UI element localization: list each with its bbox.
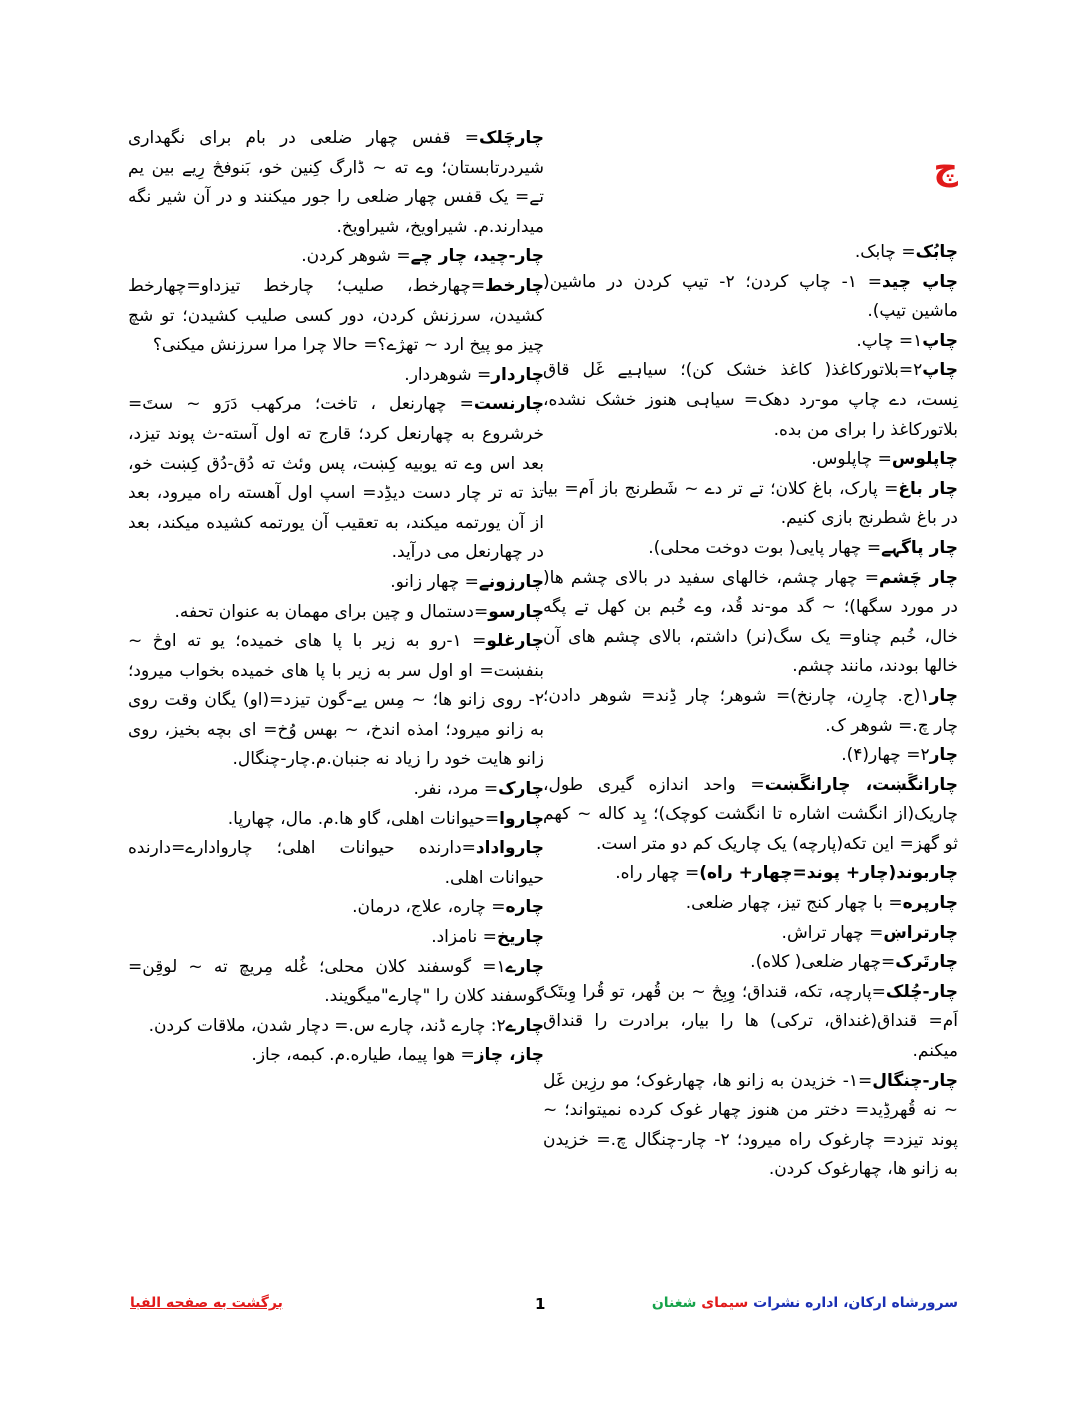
entry-definition: = مرد، نفر. [413,779,499,800]
entry-headword: چارسو [488,601,544,622]
entry-headword: چاز، چاز [474,1045,544,1066]
entry-definition: ۱= چاپ. [856,330,923,351]
dictionary-entry [543,1067,958,1185]
publisher-label: اداره نشرات [753,1295,839,1311]
dictionary-entry [128,272,544,361]
dictionary-entry [128,923,544,953]
entry-headword: چاپلوس [891,449,958,470]
entry-headword: چارچَلک [478,128,544,148]
entry-headword: چاروا [499,808,544,829]
entry-headword: چارخط [485,275,544,296]
dictionary-entry [543,682,958,741]
entry-headword: چار-چُلک [885,981,958,1002]
entry-headword: چار باغ [898,478,958,499]
entry-headword: چارے [505,1015,544,1036]
letter-heading: چ [933,148,958,188]
entry-headword: چابُک [915,242,958,262]
left-column [128,124,544,1071]
entry-headword: چاپ [922,330,958,351]
entry-headword: چارانگَښت، چارانگَښت [764,774,958,795]
entry-definition: ۲=بلاتورکاغذ( کاغذ خشک کن)؛ سیاہیے غَل قاق نِست، دے چاپ مو-رد دهک= سیاہی هنوز خشک نشده، بلاتورکاغذ را برای من بده. [543,360,958,440]
entry-headword: چاپ [922,360,958,381]
entry-headword: چار [929,745,958,766]
dictionary-entry [128,361,544,391]
entry-headword: چارپره [902,893,958,914]
entry-definition: = چهار پایی( بوت دوخت محلی). [648,537,882,558]
entry-headword: چارواداد [475,838,544,859]
entry-definition: = چاپلوس. [811,449,892,470]
dictionary-entry [543,238,958,268]
entry-definition: = چهارنعل ، تاخت؛ مرکهب دَرَو ~ ستَ= خرشروع به چهارنعل کرد؛ قارج ته اول آسته-ث پوند تیزد، بعد اس وے ته یوبیه کِښت، پس وئث ته دُق-دُق کِښت خو، تذ ته تر چار دست دیڈِد= اسپ اول آهسته راه میرود، بعد از آن یورتمه میکند، به تعقیب آن یورتمه کشیده میکند، بعد در چهارنعل می درآید. [128,394,544,563]
entry-definition: =۱- خزیدن به زانو ها، چهارغوک؛ مو رزِین غَل ~ نه قُهرڈِید= دختر من هنوز چهار غوک کرده نمیتواند؛ ~ پوند تیزد= چارغوک راه میرود؛ ۲- چار-چنگال چ.= خزیدن به زانو ها، چهارغوک کردن. [543,1070,958,1180]
entry-headword: چار چَشم [879,567,958,588]
dictionary-entry [543,859,958,889]
entry-headword: چارزونے [478,571,544,592]
dictionary-entry [128,953,544,1012]
entry-definition: =دارنده حیوانات اهلی؛ چاروادارے=دارنده حیوانات اهلی. [128,838,544,888]
dictionary-entry [128,834,544,893]
entry-definition: = قفس چهار ضلعی در بام برای نگهداری شیردرتابستان؛ وے ته ~ ڈارگ کِنین خو، بَنوفڅ رِیے بین یم تے= یک قفس چهار ضلعی را جور میکنند و در آن شیر نگه میدارند.م. شیراویخ، شیراویخ. [128,128,544,237]
entry-headword: چاریخ [496,927,544,948]
entry-headword: چارتراښ [883,922,958,943]
entry-definition: =چهار ضلعی( کلاه). [750,952,896,973]
entry-definition: =دستمال و چین برای مهمان به عنوان تحفه. [174,601,489,622]
publisher-name-1: سیمای [701,1295,749,1311]
dictionary-entry [128,124,544,242]
dictionary-entry [128,242,544,272]
dictionary-entry [128,627,544,775]
entry-definition: = چهار زانو. [390,571,479,592]
entry-definition: = با چهار کنج تیز، چهار ضلعی. [685,893,903,914]
back-to-alphabet-link[interactable]: برگشت به صفحه الفبا [130,1295,283,1311]
entry-definition: ۲: چارے ڈند، چارے س.= دچار شدن، ملاقات کردن. [148,1015,506,1036]
dictionary-entry [543,268,958,327]
dictionary-entry [543,356,958,445]
dictionary-entry [543,771,958,860]
right-column [543,238,958,1185]
dictionary-entry [543,534,958,564]
dictionary-entry [128,805,544,835]
entry-definition: = ۱- چاپ کردن؛ ۲- تیپ کردن در ماشین( ماشین تیپ). [543,271,958,322]
entry-definition: = شوهردار. [404,364,492,385]
entry-definition: = پارک، باغ کلان؛ تے تر دے ~ شَطرنج باز اَم= بیا در باغ شطرنج بازی کنیم. [543,478,958,529]
entry-definition: ۱= گوسفند کلان محلی؛ غُله مِریچ ته ~ لوقِن= گوسفند کلان را "چارے"میگویند. [128,956,544,1007]
entry-definition: = چاره، علاج، درمان. [352,897,506,918]
footer-credits [652,1295,958,1311]
entry-definition: = چابک. [854,242,916,262]
dictionary-entry [543,919,958,949]
dictionary-entry [128,598,544,628]
publisher-name-2: شغنان [651,1295,697,1311]
entry-definition: = چهار چشم، خالهای سفید در بالای چشم ها( در مورد سگها)؛ ~ گد مو-ند قُد، وے خُبم بن کهل تے پگه خال، خُبم چناو= یک سگ(نر) داشتم، بالای چشم های آن خالها بودند، مانند چشم. [543,567,958,677]
entry-headword: چار پاگہے [881,537,958,558]
entry-definition: ۲= چهار(۴). [841,745,930,766]
entry-headword: چارغلو [486,631,544,652]
entry-definition: = واحد اندازه گیری طول، چاریک(از انگشت اشاره تا انگشت کوچک)؛ یِد کاله ~ کهم ثو گهز= این تکه(پارچه) یک چاریک کم دو متر است. [543,774,958,854]
dictionary-entry [543,564,958,682]
entry-headword: چارک [498,779,544,800]
entry-definition: = نامزاد. [431,927,497,948]
dictionary-entry [543,978,958,1067]
dictionary-entry [543,948,958,978]
author-name: سرورشاه ارکان، [843,1295,958,1311]
entry-headword: چار-چنگال [872,1070,958,1091]
entry-definition: =پارچه، تکه، قنداق؛ وِبِڅ ~ بن قُهر، تو قُرا وِبتَک اَم= قنداق(غنداق، ترکی) ها را بیار، برادرت را قنداق میکنم. [543,981,958,1062]
entry-headword: چاردار [491,364,544,385]
dictionary-entry [128,893,544,923]
entry-definition: ۱(ج. چارِن، چارنخ)= شوهر؛ چار ڈِند= شوهر دادن؛ چار چ.= شوهر ک. [543,685,958,736]
entry-definition: =چهارخط، صلیب؛ چارخط تیزداو=چهارخط کشیدن، سرزنش کردن، دور کسی صلیب کشیدن؛ تو شچ چیز مو پیخ ارد ~ تهژے؟= حالا چرا مرا سرزنش میکنی؟ [128,275,544,356]
entry-definition: = هوا پیما، طیاره.م. کبمه، جاز. [251,1045,475,1066]
entry-headword: چارے [505,956,544,977]
entry-definition: = چهار تراش. [781,922,884,943]
dictionary-entry [128,568,544,598]
entry-definition: = ۱-رو به زیر با پا های خمیده؛ یو ته اوڅ ~ بنفښت= او اول سر به زیر با پا های خمیده بخواب میرود؛ ۲- روی زانو ها؛ ~ مِس یے-گون تیزد=(او) یگان وقت روی به زانو میرود؛ امذه اندخ، ~ بهس وُخ= ای بچه بخیز، روی زانو هایت خود را زیاد نه جنبان.م.چار-چنگال. [128,631,544,770]
entry-headword: چارتَرک [895,952,958,973]
dictionary-entry [543,475,958,534]
dictionary-entry [543,889,958,919]
dictionary-entry [543,445,958,475]
dictionary-entry [543,741,958,771]
entry-definition: = چهار راه. [615,863,700,884]
dictionary-entry [128,390,544,568]
dictionary-entry [128,1041,544,1071]
dictionary-entry [543,327,958,357]
entry-headword: چار [929,685,958,706]
entry-headword: چاربوند(چار+ پوند=چهار+ راه) [699,863,958,884]
dictionary-entry [128,775,544,805]
dictionary-entry [128,1012,544,1042]
entry-headword: چاره [505,897,544,918]
entry-headword: چار-چید، چار چے [410,246,544,267]
entry-headword: چاپ چید [881,271,958,292]
entry-definition: = شوهر کردن. [301,246,411,267]
entry-headword: چارنست [473,394,544,415]
page-number: 1 [535,1295,546,1313]
entry-definition: =حیوانات اهلی، گاو ها.م. مال، چهارپا. [227,808,500,829]
